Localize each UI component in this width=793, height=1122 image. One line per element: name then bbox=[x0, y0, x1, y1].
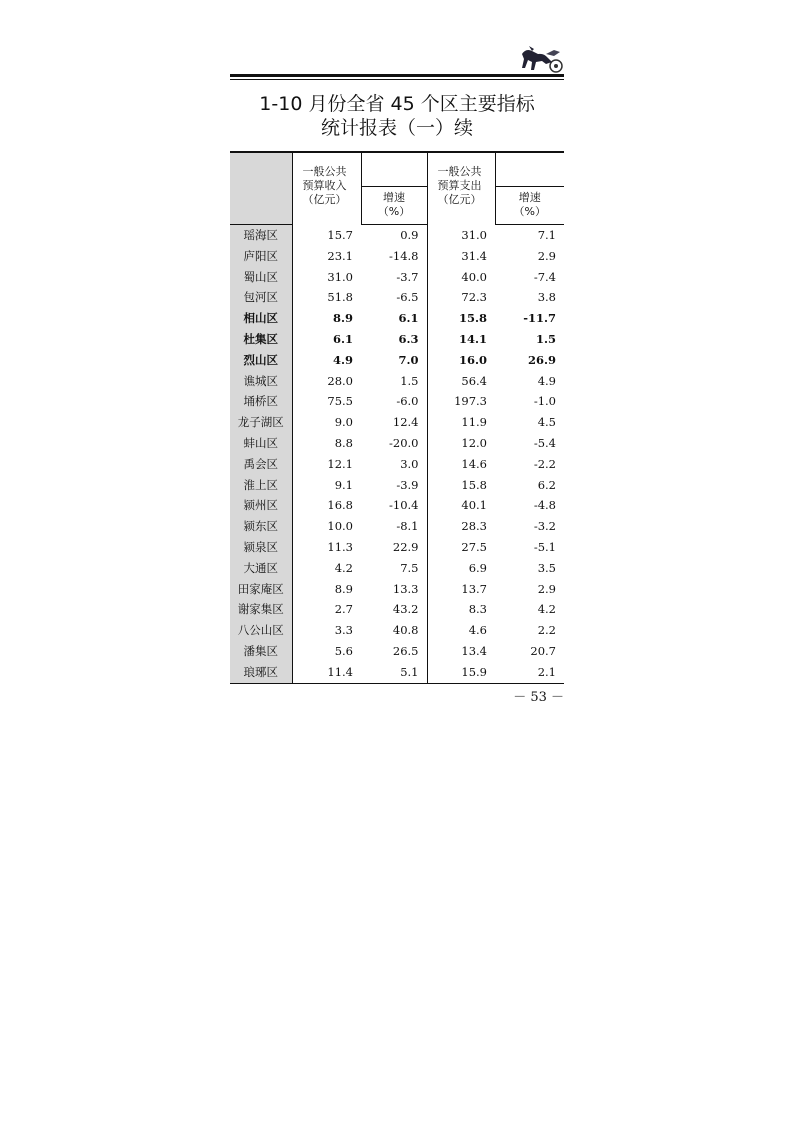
expenditure-cell: 72.3 bbox=[461, 290, 487, 305]
revenue-growth-cell: 3.0 bbox=[361, 454, 427, 475]
expenditure-cell: 16.0 bbox=[458, 352, 487, 367]
table-row bbox=[230, 620, 564, 641]
growth-unit: （%） bbox=[513, 205, 546, 218]
revenue-cell: 5.6 bbox=[334, 643, 353, 658]
revenue-cell: 8.9 bbox=[332, 311, 353, 326]
expenditure-growth-cell: 3.8 bbox=[537, 290, 556, 305]
revenue-growth-cell: 12.4 bbox=[361, 412, 427, 433]
table-row bbox=[230, 329, 564, 350]
revenue-growth-cell: 7.0 bbox=[361, 350, 427, 371]
expenditure-cell: 31.4 bbox=[461, 248, 487, 263]
district-name-cell: 瑶海区 bbox=[230, 225, 292, 246]
expenditure-growth-cell: 6.2 bbox=[537, 477, 556, 492]
expenditure-cell: 14.1 bbox=[458, 331, 487, 346]
revenue-growth-cell: -3.7 bbox=[361, 267, 427, 288]
table-row bbox=[230, 495, 564, 516]
expenditure-cell: 197.3 bbox=[454, 394, 487, 409]
district-name-cell: 谢家集区 bbox=[230, 599, 292, 620]
expenditure-growth-cell: -5.4 bbox=[533, 435, 556, 450]
expenditure-cell: 15.9 bbox=[427, 662, 495, 683]
table-row bbox=[230, 662, 564, 683]
expenditure-cell: 8.3 bbox=[468, 602, 487, 617]
table-row bbox=[230, 433, 564, 454]
header-rule-thick bbox=[230, 74, 564, 77]
expenditure-cell: 31.0 bbox=[461, 227, 487, 242]
table-row bbox=[230, 558, 564, 579]
district-name-cell: 杜集区 bbox=[230, 329, 292, 350]
table-row bbox=[230, 225, 564, 246]
revenue-growth-cell: 13.3 bbox=[361, 579, 427, 600]
district-name-cell: 烈山区 bbox=[230, 350, 292, 371]
growth-unit: （%） bbox=[377, 205, 411, 218]
revenue-growth-cell: -14.8 bbox=[361, 246, 427, 267]
revenue-group-header bbox=[292, 152, 361, 225]
district-name-cell: 埇桥区 bbox=[230, 391, 292, 412]
district-name-cell: 包河区 bbox=[230, 287, 292, 308]
table-row bbox=[230, 516, 564, 537]
statistics-table bbox=[230, 151, 564, 684]
district-name-cell: 颍州区 bbox=[230, 495, 292, 516]
title-line-2: 统计报表（一）续 bbox=[320, 117, 473, 139]
revenue-cell: 10.0 bbox=[327, 519, 353, 534]
table-row bbox=[230, 641, 564, 662]
expenditure-growth-cell: 4.9 bbox=[537, 373, 556, 388]
table-row bbox=[230, 579, 564, 600]
table-row bbox=[230, 412, 564, 433]
revenue-growth-cell: -6.0 bbox=[361, 391, 427, 412]
revenue-growth-cell: 1.5 bbox=[361, 371, 427, 392]
expenditure-growth-cell: 2.9 bbox=[537, 581, 556, 596]
revenue-cell: 11.4 bbox=[292, 662, 361, 683]
revenue-cell: 8.9 bbox=[334, 581, 353, 596]
expenditure-growth-cell: 4.5 bbox=[537, 415, 556, 430]
revenue-growth-cell: 6.1 bbox=[361, 308, 427, 329]
expenditure-cell: 15.8 bbox=[461, 477, 487, 492]
district-name-cell: 大通区 bbox=[230, 558, 292, 579]
revenue-growth-cell: 26.5 bbox=[361, 641, 427, 662]
expenditure-growth-cell: -5.1 bbox=[533, 539, 556, 554]
expenditure-cell: 28.3 bbox=[461, 519, 487, 534]
table-row bbox=[230, 454, 564, 475]
revenue-cell: 4.9 bbox=[332, 352, 353, 367]
expenditure-growth-cell: -11.7 bbox=[523, 311, 556, 326]
revenue-cell: 6.1 bbox=[332, 331, 353, 346]
district-name-cell: 庐阳区 bbox=[230, 246, 292, 267]
expenditure-growth-cell: -2.2 bbox=[533, 456, 556, 471]
revenue-cell: 23.1 bbox=[327, 248, 353, 263]
horse-logo-icon bbox=[516, 42, 564, 76]
expenditure-growth-cell: -4.8 bbox=[533, 498, 556, 513]
expenditure-cell: 11.9 bbox=[461, 415, 487, 430]
revenue-cell: 12.1 bbox=[327, 456, 353, 471]
revenue-growth-cell: 0.9 bbox=[361, 225, 427, 246]
table-row bbox=[230, 371, 564, 392]
expenditure-growth-top bbox=[495, 152, 564, 187]
revenue-growth-cell: -20.0 bbox=[361, 433, 427, 454]
expenditure-cell: 13.4 bbox=[461, 643, 487, 658]
expenditure-growth-cell: 2.9 bbox=[537, 248, 556, 263]
revenue-cell: 16.8 bbox=[327, 498, 353, 513]
expenditure-growth-cell: 20.7 bbox=[530, 643, 556, 658]
expenditure-cell: 14.6 bbox=[461, 456, 487, 471]
revenue-cell: 15.7 bbox=[327, 227, 353, 242]
header-rule-thin bbox=[230, 79, 564, 80]
revenue-cell: 2.7 bbox=[334, 602, 353, 617]
expenditure-growth-cell: -7.4 bbox=[533, 269, 556, 284]
district-name-cell: 八公山区 bbox=[230, 620, 292, 641]
revenue-growth-cell: -6.5 bbox=[361, 287, 427, 308]
expenditure-growth-cell: 2.1 bbox=[495, 662, 564, 683]
revenue-cell: 3.3 bbox=[334, 623, 353, 638]
district-name-cell: 谯城区 bbox=[230, 371, 292, 392]
table-row bbox=[230, 599, 564, 620]
revenue-cell: 9.0 bbox=[334, 415, 353, 430]
revenue-header-unit: （亿元） bbox=[302, 193, 347, 206]
revenue-header-line2: 预算收入 bbox=[302, 179, 347, 192]
district-name-cell: 蜀山区 bbox=[230, 267, 292, 288]
expenditure-growth-cell: -1.0 bbox=[533, 394, 556, 409]
expenditure-cell: 6.9 bbox=[468, 560, 487, 575]
district-name-cell: 琅琊区 bbox=[230, 662, 292, 683]
expenditure-cell: 4.6 bbox=[468, 623, 487, 638]
expenditure-cell: 40.0 bbox=[461, 269, 487, 284]
district-name-cell: 淮上区 bbox=[230, 475, 292, 496]
revenue-growth-cell: -3.9 bbox=[361, 475, 427, 496]
revenue-growth-cell: 6.3 bbox=[361, 329, 427, 350]
expenditure-growth-header bbox=[495, 187, 564, 225]
revenue-growth-top bbox=[361, 152, 427, 187]
table-row bbox=[230, 391, 564, 412]
expenditure-cell: 12.0 bbox=[461, 435, 487, 450]
expenditure-header-unit: （亿元） bbox=[437, 193, 482, 206]
revenue-cell: 9.1 bbox=[334, 477, 353, 492]
growth-label: 增速 bbox=[383, 191, 405, 204]
expenditure-growth-cell: 3.5 bbox=[537, 560, 556, 575]
expenditure-growth-cell: 1.5 bbox=[535, 331, 556, 346]
table-corner-cell bbox=[230, 152, 292, 225]
revenue-cell: 8.8 bbox=[334, 435, 353, 450]
district-name-cell: 田家庵区 bbox=[230, 579, 292, 600]
revenue-growth-cell: -8.1 bbox=[361, 516, 427, 537]
district-name-cell: 禹会区 bbox=[230, 454, 292, 475]
revenue-growth-cell: 43.2 bbox=[361, 599, 427, 620]
expenditure-cell: 15.8 bbox=[458, 311, 487, 326]
table-row bbox=[230, 475, 564, 496]
page-title bbox=[230, 92, 564, 140]
expenditure-growth-cell: 7.1 bbox=[537, 228, 556, 242]
title-line-1: 1-10 月份全省 45 个区主要指标 bbox=[259, 93, 535, 115]
district-name-cell: 蚌山区 bbox=[230, 433, 292, 454]
revenue-header-line1: 一般公共 bbox=[302, 165, 347, 178]
table-row bbox=[230, 267, 564, 288]
growth-label: 增速 bbox=[518, 191, 541, 204]
district-name-cell: 相山区 bbox=[230, 308, 292, 329]
revenue-growth-header bbox=[361, 187, 427, 225]
expenditure-cell: 27.5 bbox=[461, 539, 487, 554]
table-row bbox=[230, 308, 564, 329]
revenue-growth-cell: -10.4 bbox=[361, 495, 427, 516]
table-row bbox=[230, 287, 564, 308]
expenditure-cell: 13.7 bbox=[461, 581, 487, 596]
revenue-growth-cell: 40.8 bbox=[361, 620, 427, 641]
page-number: － 53 － bbox=[513, 690, 564, 705]
revenue-cell: 51.8 bbox=[327, 290, 353, 305]
expenditure-group-header bbox=[427, 152, 495, 225]
revenue-cell: 28.0 bbox=[327, 373, 353, 388]
table-row bbox=[230, 350, 564, 371]
district-name-cell: 颍泉区 bbox=[230, 537, 292, 558]
revenue-growth-cell: 22.9 bbox=[361, 537, 427, 558]
expenditure-growth-cell: -3.2 bbox=[533, 519, 556, 534]
revenue-cell: 31.0 bbox=[327, 269, 353, 284]
expenditure-header-line2: 预算支出 bbox=[437, 179, 482, 192]
revenue-growth-cell: 5.1 bbox=[361, 662, 427, 683]
revenue-growth-cell: 7.5 bbox=[361, 558, 427, 579]
expenditure-header-line1: 一般公共 bbox=[437, 165, 482, 178]
revenue-cell: 4.2 bbox=[334, 560, 353, 575]
expenditure-cell: 40.1 bbox=[461, 498, 487, 513]
table-row bbox=[230, 537, 564, 558]
district-name-cell: 颍东区 bbox=[230, 516, 292, 537]
table-row bbox=[230, 246, 564, 267]
district-name-cell: 龙子湖区 bbox=[230, 412, 292, 433]
expenditure-growth-cell: 4.2 bbox=[537, 602, 556, 617]
district-name-cell: 潘集区 bbox=[230, 641, 292, 662]
expenditure-growth-cell: 2.2 bbox=[537, 623, 556, 638]
expenditure-growth-cell: 26.9 bbox=[527, 352, 556, 367]
expenditure-cell: 56.4 bbox=[461, 373, 487, 388]
revenue-cell: 75.5 bbox=[327, 394, 353, 409]
revenue-cell: 11.3 bbox=[327, 539, 353, 554]
